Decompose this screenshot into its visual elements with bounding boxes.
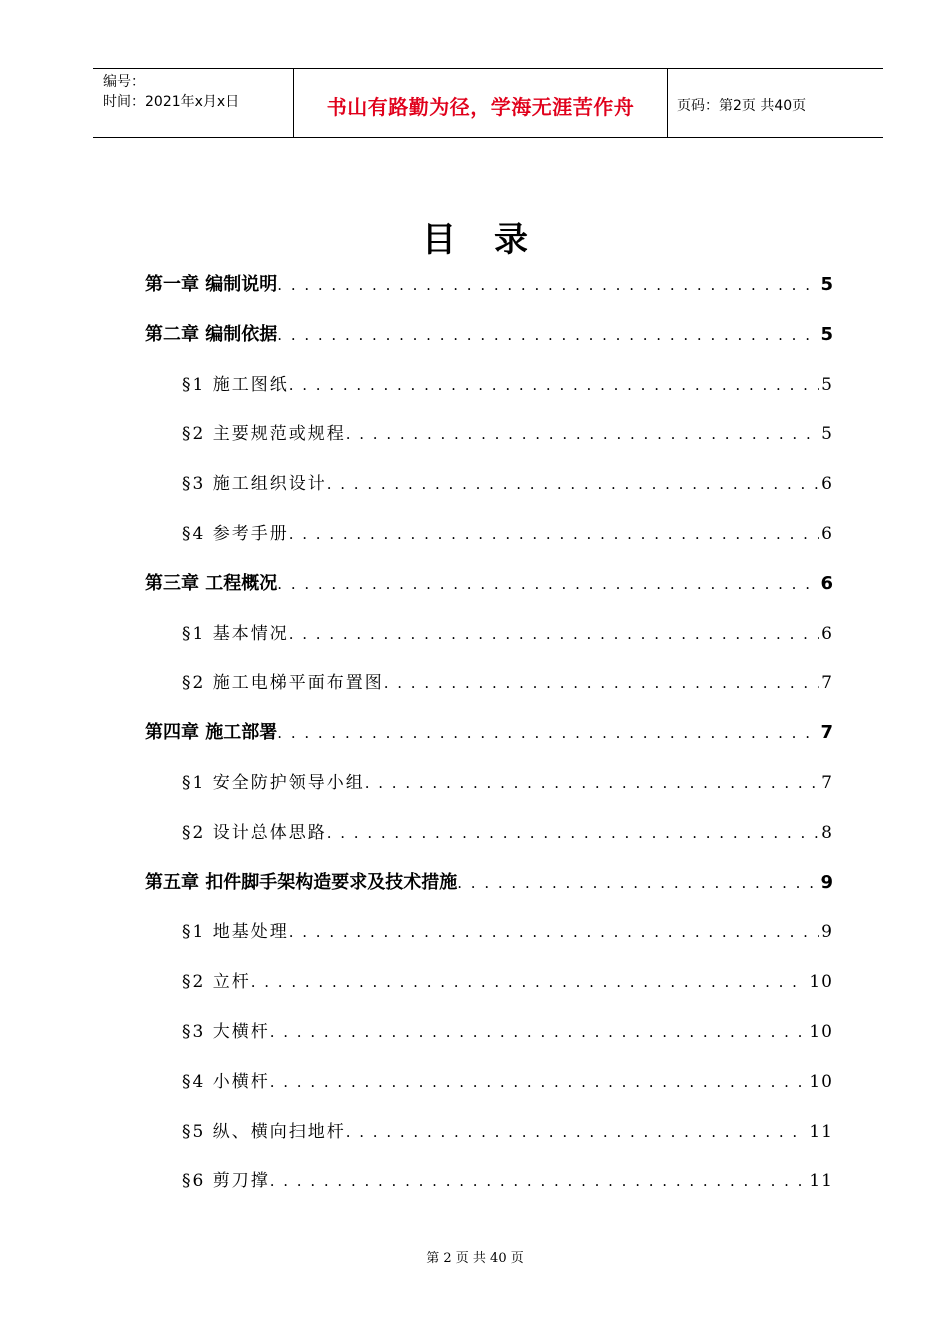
toc-dot-leader	[346, 1117, 808, 1147]
header-page-label: 页码：第2页 共40页	[677, 98, 807, 114]
toc-entry-label: §1 安全防护领导小组	[182, 773, 365, 793]
header-motto: 书山有路勤为径，学海无涯苦作舟	[326, 95, 635, 119]
toc-page-number: 10	[809, 1022, 833, 1042]
toc-entry-label: §2 施工电梯平面布置图	[182, 673, 384, 694]
toc-page-number: 5	[820, 274, 833, 295]
page-title: 目录	[422, 220, 566, 260]
toc-chapter-entry[interactable]	[145, 718, 833, 748]
toc-section-entry[interactable]	[182, 917, 833, 947]
toc-dot-leader	[277, 270, 818, 300]
toc-section-entry[interactable]	[182, 668, 833, 698]
toc-page-number: 9	[820, 871, 833, 893]
toc-section-entry[interactable]	[182, 619, 833, 649]
toc-entry-label: §5 纵、横向扫地杆	[182, 1121, 346, 1142]
toc-dot-leader	[327, 818, 819, 848]
toc-page-number: 7	[820, 722, 833, 744]
toc-page-number: 6	[821, 524, 833, 544]
toc-dot-leader	[270, 1017, 808, 1047]
header-meta-cell	[93, 69, 293, 137]
toc-section-entry[interactable]	[182, 768, 833, 798]
toc-dot-leader	[270, 1067, 808, 1097]
toc-entry-label: §2 主要规范或规程	[182, 424, 346, 445]
toc-entry-label: §1 施工图纸	[182, 374, 289, 395]
toc-page-number: 10	[809, 972, 833, 993]
page-header	[93, 68, 883, 138]
toc-dot-leader	[277, 320, 818, 350]
toc-dot-leader	[270, 1166, 808, 1196]
toc-entry-label: §2 立杆	[182, 972, 251, 993]
header-motto-cell	[293, 69, 668, 137]
toc-dot-leader	[251, 967, 808, 997]
toc-section-entry[interactable]	[182, 818, 833, 848]
toc-dot-leader	[289, 519, 819, 549]
toc-page-number: 5	[821, 424, 833, 445]
toc-dot-leader	[327, 469, 819, 499]
toc-page-number: 6	[821, 474, 833, 495]
header-time-label: 时间：2021年x月x日	[103, 94, 240, 110]
toc-page-number: 8	[821, 822, 833, 843]
toc-section-entry[interactable]	[182, 370, 833, 400]
toc-chapter-entry[interactable]	[145, 270, 833, 300]
toc-entry-label: §4 参考手册	[182, 524, 289, 544]
toc-section-entry[interactable]	[182, 1166, 833, 1196]
toc-entry-label: §3 大横杆	[182, 1022, 270, 1042]
toc-dot-leader	[289, 917, 819, 947]
toc-entry-label: 第五章 扣件脚手架构造要求及技术措施	[145, 871, 458, 893]
toc-dot-leader	[365, 768, 819, 798]
toc-dot-leader	[289, 619, 819, 649]
toc-chapter-entry[interactable]	[145, 569, 833, 599]
toc-section-entry[interactable]	[182, 519, 833, 549]
toc-entry-label: 第一章 编制说明	[145, 274, 278, 295]
toc-entry-label: §6 剪刀撑	[182, 1171, 270, 1192]
toc-page-number: 11	[809, 1121, 833, 1142]
header-page-cell	[667, 69, 883, 137]
toc-chapter-entry[interactable]	[145, 868, 833, 898]
toc-entry-label: §4 小横杆	[182, 1071, 270, 1092]
toc-page-number: 5	[820, 323, 833, 345]
toc-dot-leader	[289, 370, 819, 400]
toc-page-number: 5	[821, 374, 833, 395]
toc-section-entry[interactable]	[182, 1017, 833, 1047]
page-footer: 第 2 页 共 40 页	[426, 1251, 524, 1266]
toc-page-number: 9	[821, 922, 833, 943]
toc-section-entry[interactable]	[182, 1117, 833, 1147]
toc-page-number: 6	[820, 572, 833, 594]
toc-chapter-entry[interactable]	[145, 320, 833, 350]
toc-dot-leader	[277, 569, 818, 599]
toc-page-number: 10	[809, 1071, 833, 1092]
header-number-label: 编号：	[103, 74, 145, 90]
toc-section-entry[interactable]	[182, 469, 833, 499]
toc-entry-label: 第四章 施工部署	[145, 722, 278, 744]
toc-section-entry[interactable]	[182, 967, 833, 997]
toc-section-entry[interactable]	[182, 419, 833, 449]
toc-page-number: 6	[821, 623, 833, 644]
toc-page-number: 11	[809, 1171, 833, 1192]
toc-dot-leader	[346, 419, 819, 449]
toc-page-number: 7	[821, 773, 833, 793]
toc-entry-label: §1 基本情况	[182, 623, 289, 644]
toc-dot-leader	[457, 868, 818, 898]
toc-entry-label: §2 设计总体思路	[182, 822, 327, 843]
toc-dot-leader	[277, 718, 818, 748]
toc-dot-leader	[384, 668, 819, 698]
toc-entry-label: 第二章 编制依据	[145, 323, 278, 345]
toc-entry-label: §1 地基处理	[182, 922, 289, 943]
toc-entry-label: 第三章 工程概况	[145, 572, 278, 594]
toc-page-number: 7	[821, 673, 833, 694]
toc-section-entry[interactable]	[182, 1067, 833, 1097]
toc-entry-label: §3 施工组织设计	[182, 474, 327, 495]
